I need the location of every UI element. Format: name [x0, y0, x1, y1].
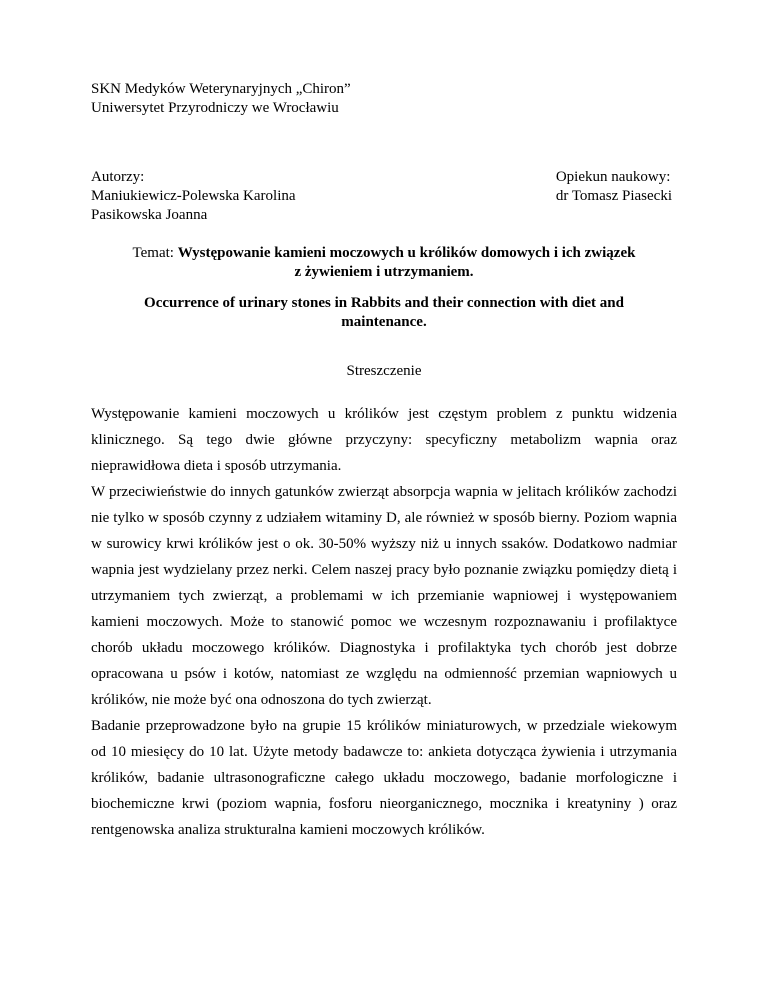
university-name: Uniwersytet Przyrodniczy we Wrocławiu: [91, 100, 339, 116]
club-name: SKN Medyków Weterynaryjnych „Chiron”: [91, 81, 351, 97]
supervisor-name: dr Tomasz Piasecki: [555, 188, 672, 204]
author-name: Maniukiewicz-Polewska Karolina: [91, 188, 296, 204]
abstract-paragraph: W przeciwieństwie do innych gatunków zwierząt absorpcja wapnia w jelitach królików zachodzi nie tylko w sposób czynny z udziałem witaminy D, ale również w sposób bierny. Poziom wapnia w surowicy krwi królików jest o ok. 30-50% wyższy niż u innych ssaków. Dodatkowo nadmiar wapnia jest wydzielany przez nerki. Celem naszej pracy było poznanie związku pomiędzy dietą i utrzymaniem tych zwierząt, a problemami w ich przemianie wapniowej i występowaniem kamieni moczowych. Może to stanowić pomoc we wczesnym rozpoznawaniu i profilaktyce chorób układu moczowego królików. Diagnostyka i profilaktyka tych chorób jest dobrze opracowana u psów i kotów, natomiast ze względu na odmienność przemian wapniowych u królików, nie może być ona odnoszona do tych zwierząt.: [91, 484, 677, 708]
english-title-line-2: maintenance.: [341, 314, 427, 330]
english-title-line-1: Occurrence of urinary stones in Rabbits and their connection with diet and: [144, 295, 624, 311]
supervisor-label: Opiekun naukowy:: [555, 169, 671, 185]
supervisor-block: [556, 168, 672, 206]
english-title: [91, 294, 677, 332]
topic-title-line-2: z żywieniem i utrzymaniem.: [294, 264, 474, 280]
institution-header: [91, 80, 351, 118]
topic-block: [91, 244, 677, 282]
abstract-paragraph: Badanie przeprowadzone było na grupie 15 królików miniaturowych, w przedziale wiekowym od 10 miesięcy do 10 lat. Użyte metody badawcze to: ankieta dotycząca żywienia i utrzymania królików, badanie ultrasonograficzne całego układu moczowego, badanie morfologiczne i biochemiczne krwi (poziom wapnia, fosforu nieorganicznego, mocznika i kreatyniny ) oraz rentgenowska analiza strukturalna kamieni moczowych królików.: [91, 718, 677, 838]
topic-title-line-1: Występowanie kamieni moczowych u królików domowych i ich związek: [177, 245, 636, 261]
authors-block: [91, 168, 296, 225]
authors-label: Autorzy:: [91, 169, 145, 185]
author-name: Pasikowska Joanna: [91, 207, 208, 223]
abstract-paragraph: Występowanie kamieni moczowych u królików jest częstym problem z punktu widzenia klinicznego. Są tego dwie główne przyczyny: specyficzny metabolizm wapnia oraz nieprawidłowa dieta i sposób utrzymania.: [91, 406, 677, 474]
topic-prefix: Temat:: [132, 245, 178, 261]
abstract-heading: Streszczenie: [346, 363, 422, 379]
abstract-body: [91, 401, 677, 843]
